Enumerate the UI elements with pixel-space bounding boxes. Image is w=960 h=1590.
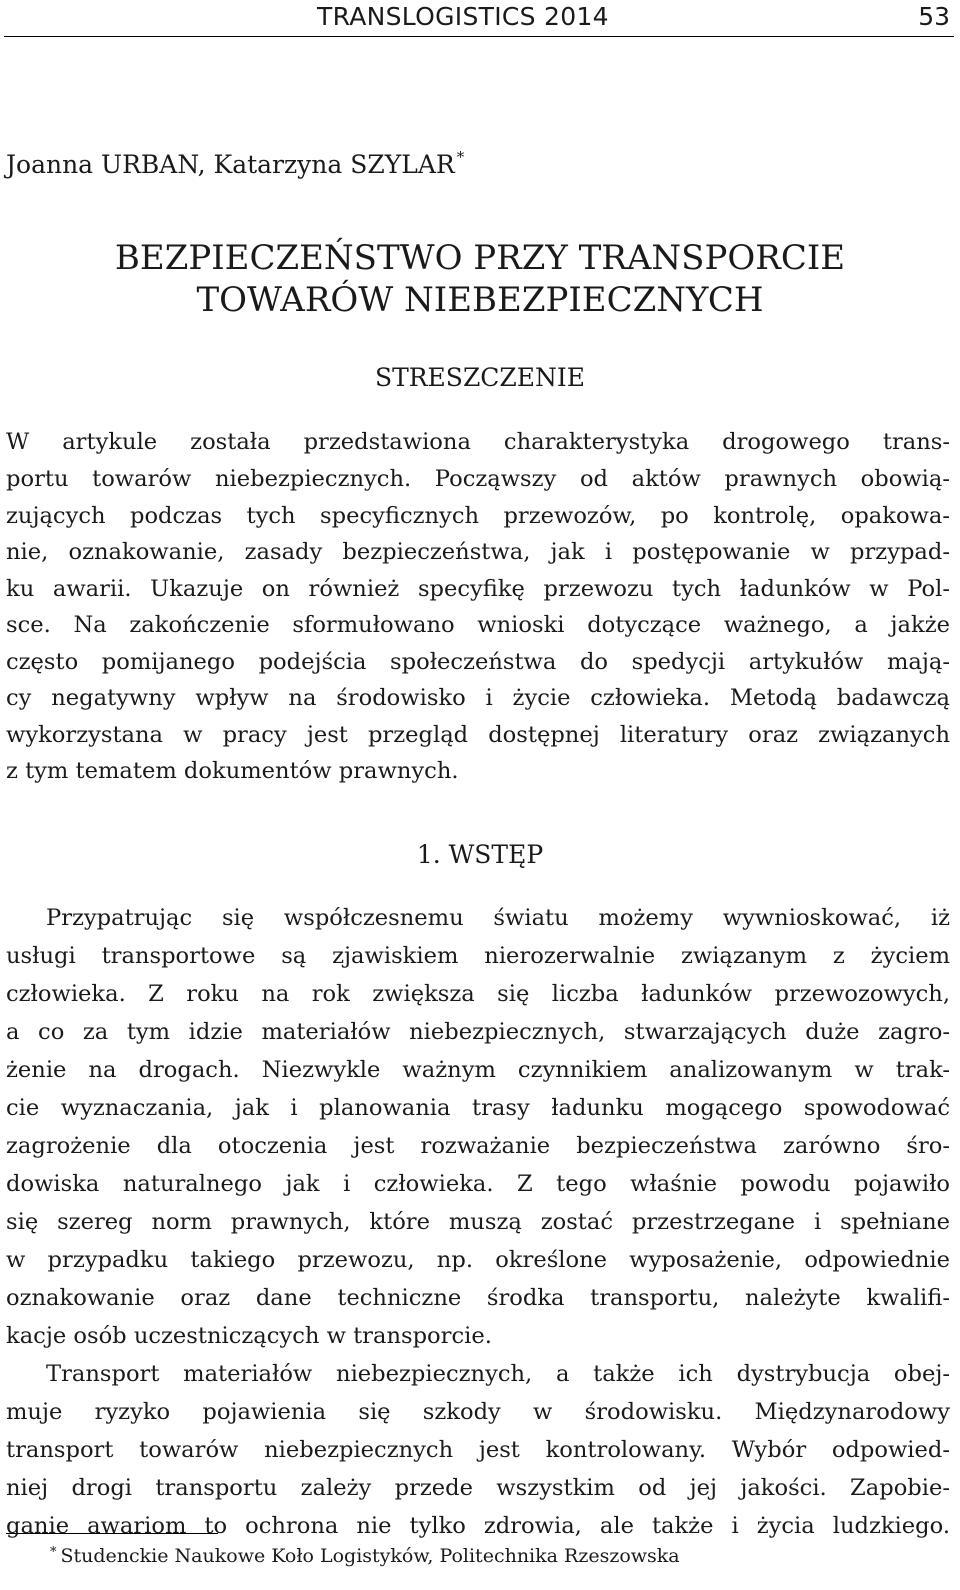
running-header: [4, 0, 954, 37]
body-line: usługi transportowe są zjawiskiem nierozerwalnie związanym z życiem: [6, 943, 950, 969]
body-line: dowiska naturalnego jak i człowieka. Z tego właśnie powodu pojawiło: [6, 1171, 950, 1197]
body-line: muje ryzyko pojawienia się szkody w środowisku. Międzynarodowy: [6, 1399, 950, 1425]
abstract-line: cy negatywny wpływ na środowisko i życie człowieka. Metodą badawczą: [6, 685, 950, 711]
body-line: a co za tym idzie materiałów niebezpiecznych, stwarzających duże zagro-: [6, 1019, 950, 1045]
abstract-line: nie, oznakowanie, zasady bezpieczeństwa, jak i postępowanie w przypad-: [6, 539, 950, 565]
footnote: [50, 1545, 680, 1567]
body-line: transport towarów niebezpiecznych jest kontrolowany. Wybór odpowied-: [6, 1437, 950, 1463]
abstract-line: często pomijanego podejścia społeczeństwa do spedycji artykułów mają-: [6, 649, 950, 675]
footnote-rule: [6, 1533, 218, 1534]
abstract-line: portu towarów niebezpiecznych. Począwszy od aktów prawnych obowią-: [6, 466, 950, 492]
body-line: oznakowanie oraz dane techniczne środka transportu, należyte kwalifi-: [6, 1285, 950, 1311]
body-line: ganie awariom to ochrona nie tylko zdrowia, ale także i życia ludzkiego.: [6, 1513, 950, 1539]
abstract-line: z tym tematem dokumentów prawnych.: [6, 758, 459, 784]
body-line: żenie na drogach. Niezwykle ważnym czynnikiem analizowanym w trak-: [6, 1057, 950, 1083]
body-line: kacje osób uczestniczących w transporcie.: [6, 1323, 492, 1349]
footnote-text: Studenckie Naukowe Koło Logistyków, Politechnika Rzeszowska: [60, 1545, 680, 1567]
author-names: Joanna URBAN, Katarzyna SZYLAR: [6, 150, 455, 179]
body-line: Transport materiałów niebezpiecznych, a także ich dystrybucja obej-: [46, 1361, 950, 1387]
title-line-1: BEZPIECZEŃSTWO PRZY TRANSPORCIE: [114, 238, 846, 278]
body-line: człowieka. Z roku na rok zwiększa się liczba ładunków przewozowych,: [6, 981, 950, 1007]
body-line: się szereg norm prawnych, które muszą zostać przestrzegane i spełniane: [6, 1209, 950, 1235]
section-heading: 1. WSTĘP: [416, 840, 544, 869]
abstract-line: sce. Na zakończenie sformułowano wnioski dotyczące ważnego, a jakże: [6, 612, 950, 638]
body-line: Przypatrując się współczesnemu światu możemy wywnioskować, iż: [46, 905, 950, 931]
body-line: w przypadku takiego przewozu, np. określone wyposażenie, odpowiednie: [6, 1247, 950, 1273]
body-line: zagrożenie dla otoczenia jest rozważanie bezpieczeństwa zarówno śro-: [6, 1133, 950, 1159]
footnote-mark: *: [50, 1545, 57, 1560]
running-title: TRANSLOGISTICS 2014: [317, 2, 609, 31]
abstract-line: zujących podczas tych specyficznych przewozów, po kontrolę, opakowa-: [6, 503, 950, 529]
author-footnote-mark: *: [456, 148, 465, 166]
authors: [6, 148, 464, 179]
page-number: 53: [918, 2, 950, 31]
abstract-line: wykorzystana w pracy jest przegląd dostępnej literatury oraz związanych: [6, 722, 950, 748]
abstract-heading: STRESZCZENIE: [374, 363, 586, 392]
body-line: niej drogi transportu zależy przede wszystkim od jej jakości. Zapobie-: [6, 1475, 950, 1501]
abstract-line: ku awarii. Ukazuje on również specyfikę przewozu tych ładunków w Pol-: [6, 576, 950, 602]
body-line: cie wyznaczania, jak i planowania trasy ładunku mogącego spowodować: [6, 1095, 950, 1121]
title-line-2: TOWARÓW NIEBEZPIECZNYCH: [196, 280, 764, 320]
abstract-line: W artykule została przedstawiona charakterystyka drogowego trans-: [6, 429, 950, 455]
